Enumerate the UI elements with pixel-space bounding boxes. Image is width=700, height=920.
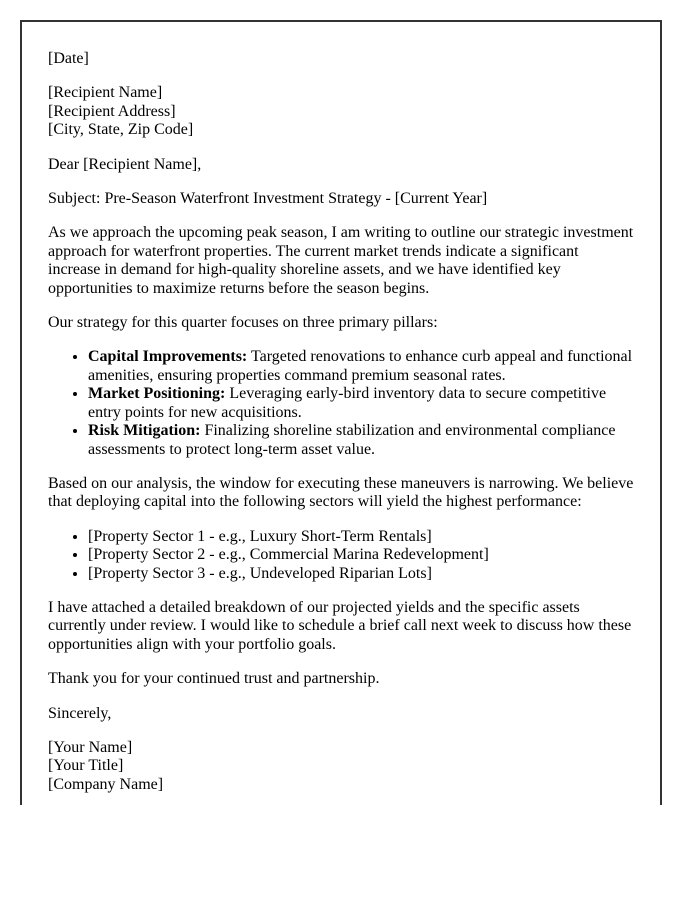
signature-name-line: [Your Name] [48, 738, 133, 756]
pillars-list [48, 348, 634, 458]
pillar-text: Leveraging early-bird inventory data to secure competitive entry points for new acquisitions. [88, 385, 607, 421]
pillar-item-capital-improvements [88, 348, 634, 385]
letter-page [20, 20, 662, 805]
recipient-address-line: [Recipient Address] [48, 102, 176, 120]
pillar-title: Market Positioning: [88, 385, 226, 403]
pillar-item-market-positioning [88, 385, 634, 422]
pillar-title: Risk Mitigation: [88, 422, 201, 440]
signature-company-line: [Company Name] [48, 775, 164, 793]
sectors-list [48, 528, 634, 583]
sector-item-1: • [Property Sector 1 - e.g., Luxury Short-Term Rentals] [88, 528, 634, 546]
signature-title-line: [Your Title] [48, 757, 124, 775]
analysis-paragraph: Based on our analysis, the window for executing these maneuvers is narrowing. We believe that deploying capital into the following sectors will yield the highest performance: [48, 474, 634, 511]
thanks-line: Thank you for your continued trust and partnership. [48, 670, 380, 688]
pillar-text: Finalizing shoreline stabilization and environmental compliance assessments to protect long-term asset value. [88, 422, 616, 458]
signature-block [48, 739, 634, 794]
attachment-paragraph: I have attached a detailed breakdown of our projected yields and the specific assets currently under review. I would like to schedule a brief call next week to discuss how these opportunities align with your portfolio goals. [48, 598, 632, 653]
closing: Sincerely, [48, 704, 112, 722]
date-placeholder: [Date] [48, 50, 89, 67]
sector-item-3: • [Property Sector 3 - e.g., Undeveloped Riparian Lots] [88, 565, 634, 583]
pillar-title: Capital Improvements: [88, 348, 248, 366]
intro-paragraph: As we approach the upcoming peak season, I am writing to outline our strategic investment approach for waterfront properties. The current market trends indicate a significant increase in demand for high-quality shoreline assets, and we have identified key opportunities to maximize returns before the season begins. [48, 224, 634, 297]
subject-line: Subject: Pre-Season Waterfront Investment Strategy - [Current Year] [48, 190, 488, 208]
recipient-name-line: [Recipient Name] [48, 84, 163, 102]
recipient-city-line: [City, State, Zip Code] [48, 121, 194, 139]
recipient-block [48, 84, 634, 139]
pillar-text: Targeted renovations to enhance curb appeal and functional amenities, ensuring properties command premium seasonal rates. [88, 348, 633, 384]
sector-item-2: • [Property Sector 2 - e.g., Commercial Marina Redevelopment] [88, 546, 634, 564]
pillar-item-risk-mitigation [88, 422, 634, 459]
salutation: Dear [Recipient Name], [48, 155, 202, 173]
pillars-lead: Our strategy for this quarter focuses on three primary pillars: [48, 314, 438, 332]
